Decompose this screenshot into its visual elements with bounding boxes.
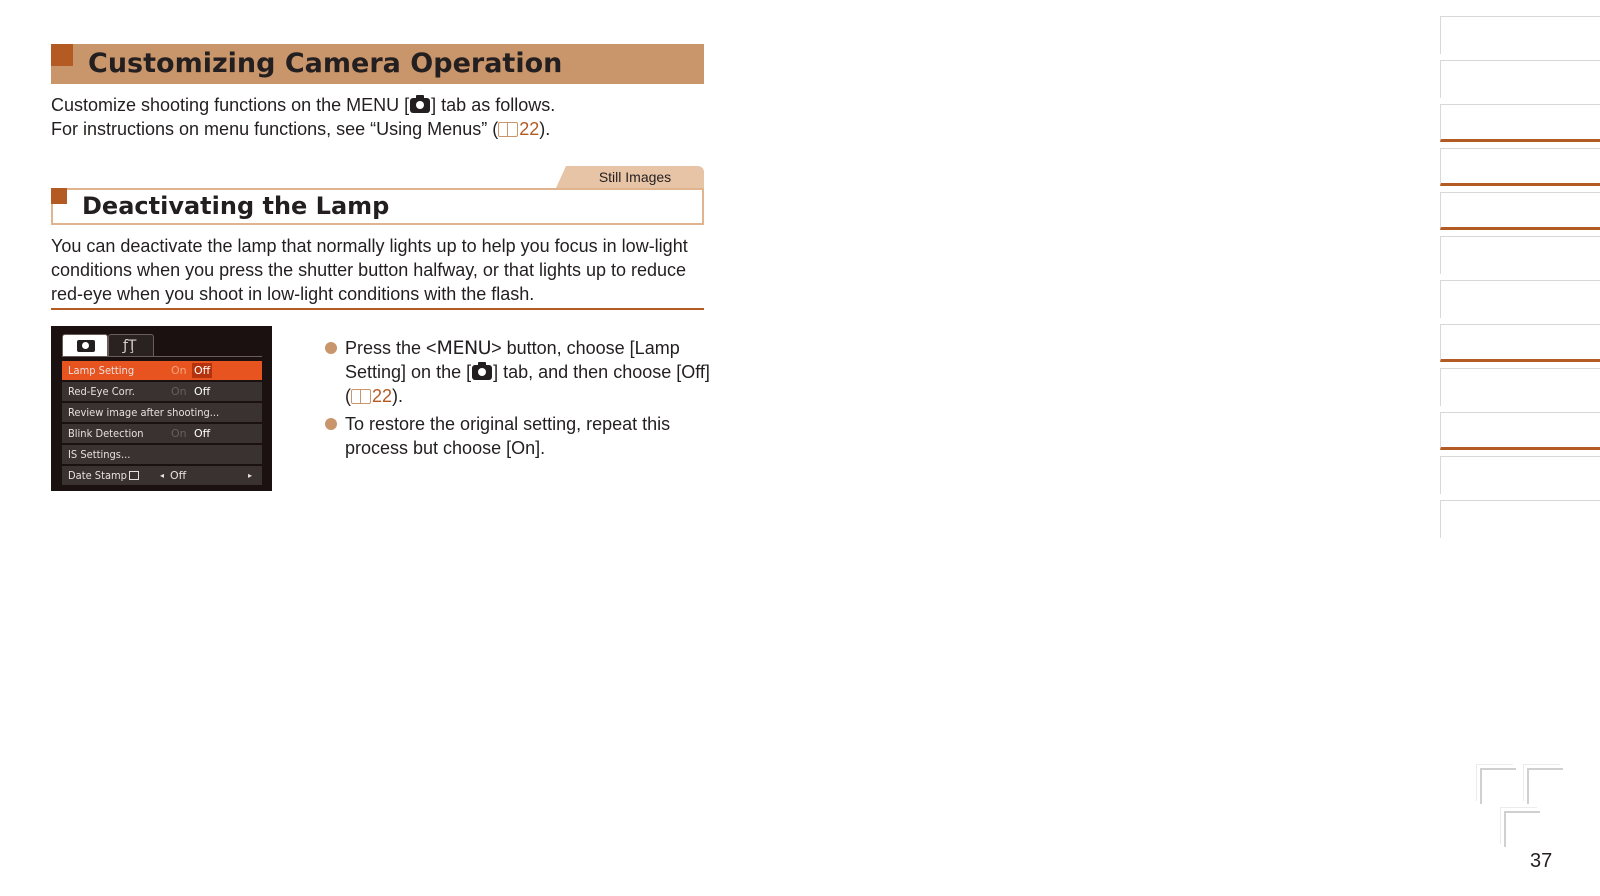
page-number: 37 <box>1530 850 1553 872</box>
lcd-row-label: Blink Detection <box>68 427 144 440</box>
lcd-row-review-image <box>62 403 262 422</box>
nav-home-button[interactable] <box>1504 811 1540 847</box>
lcd-option-on: On <box>171 385 187 398</box>
date-stamp-icon <box>129 471 139 480</box>
index-thumbnail[interactable] <box>1440 60 1600 98</box>
bullet-dot <box>325 418 337 430</box>
lcd-option-off: Off <box>194 427 211 440</box>
lcd-row-date-stamp <box>62 466 262 485</box>
page-reference-link[interactable] <box>498 119 539 139</box>
index-thumbnail[interactable] <box>1440 500 1600 538</box>
index-thumbnail[interactable] <box>1440 456 1600 494</box>
arrow-left-icon: ◂ <box>160 471 165 480</box>
instruction-item <box>325 336 710 408</box>
index-thumbnail[interactable] <box>1440 16 1600 54</box>
index-thumbnail[interactable] <box>1440 280 1600 318</box>
mode-tab-label: Still Images <box>598 169 672 185</box>
index-thumbnail[interactable] <box>1440 104 1600 142</box>
tools-icon: ƒŢ <box>123 338 137 354</box>
lcd-row-label: Date Stamp <box>68 469 127 482</box>
section-divider <box>51 308 704 310</box>
instruction-text: > button, choose [Lamp Setting] on the [ <box>345 338 680 382</box>
index-thumbnail[interactable] <box>1440 192 1600 230</box>
index-thumbnail[interactable] <box>1440 368 1600 406</box>
section-header-marker <box>51 44 73 66</box>
camera-icon <box>472 365 492 380</box>
index-thumbnail[interactable] <box>1440 236 1600 274</box>
instruction-item <box>325 412 710 460</box>
index-thumbnail[interactable] <box>1440 412 1600 450</box>
instruction-text: ). <box>392 386 404 406</box>
lcd-row-is-settings <box>62 445 262 464</box>
lcd-row-label: Red-Eye Corr. <box>68 385 135 398</box>
index-thumbnail[interactable] <box>1440 148 1600 186</box>
index-thumbnail[interactable] <box>1440 324 1600 362</box>
lcd-tab-shooting <box>62 334 108 356</box>
nav-back-button[interactable] <box>1480 768 1516 804</box>
instruction-text: To restore the original setting, repeat this process but choose [On]. <box>345 414 671 458</box>
book-icon <box>351 389 371 404</box>
lcd-option-off: Off <box>194 364 211 377</box>
camera-icon <box>77 340 95 352</box>
instruction-text: ] tab, and then choose [Off] ( <box>345 362 710 406</box>
instruction-list <box>325 336 710 464</box>
lcd-row-label: Lamp Setting <box>68 364 135 377</box>
intro-line1-end: ] tab as follows. <box>431 95 556 115</box>
book-icon <box>498 122 518 137</box>
lcd-option-on: On <box>171 427 187 440</box>
page-reference-link[interactable] <box>351 386 392 406</box>
lcd-tab-divider <box>62 356 262 357</box>
lcd-tab-setup <box>108 334 154 356</box>
intro-line2-start: For instructions on menu functions, see “Using Menus” ( <box>51 119 499 139</box>
bullet-dot <box>325 342 337 354</box>
lcd-option-on: On <box>171 364 187 377</box>
instruction-text: Press the < <box>345 338 437 358</box>
lcd-row-value: Off <box>170 469 187 482</box>
section-title: Customizing Camera Operation <box>88 48 563 79</box>
lcd-row-blink-detection <box>62 424 262 443</box>
lcd-row-red-eye <box>62 382 262 401</box>
lcd-row-label: IS Settings... <box>68 448 131 461</box>
page-reference-number: 22 <box>372 386 393 406</box>
camera-icon <box>410 98 430 113</box>
page-reference-number: 22 <box>519 119 540 139</box>
subsection-title: Deactivating the Lamp <box>82 192 390 220</box>
nav-forward-button[interactable] <box>1527 768 1563 804</box>
menu-button-glyph: MENU <box>436 337 492 359</box>
arrow-right-icon: ▸ <box>248 471 253 480</box>
intro-text <box>51 93 711 141</box>
intro-line2-end: ). <box>539 119 551 139</box>
lcd-row-label: Review image after shooting... <box>68 406 220 419</box>
lcd-option-off: Off <box>194 385 211 398</box>
subsection-header-marker <box>51 188 67 204</box>
intro-line1-start: Customize shooting functions on the MENU [ <box>51 95 410 115</box>
description-text: You can deactivate the lamp that normally lights up to help you focus in low-light conditions when you press the shutter button halfway, or that lights up to reduce red-eye when you shoot in low-light conditions with the flash. <box>51 236 688 304</box>
lcd-row-lamp-setting <box>62 361 262 380</box>
